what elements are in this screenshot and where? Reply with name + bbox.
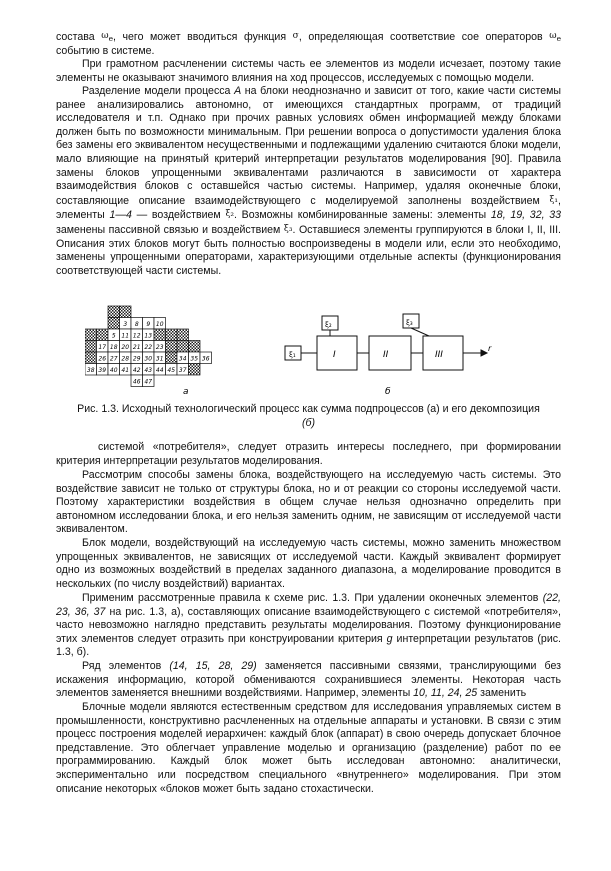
block-I <box>317 336 357 370</box>
block-label-II: II <box>383 350 389 360</box>
xi-2-symbol: ξ₂ <box>225 209 235 220</box>
grid-cell-label: 34 <box>178 355 187 363</box>
grid-cell-label: 12 <box>132 332 141 340</box>
paragraph-9: Блочные модели являются естественным средством для исследования управляемых систем в промышленности, конструктивно расчлененных на отдельные аппараты и установки. В связи с этим процесс построения моделей иерархичен: каждый блок (аппарат) в свою очередь допускает блочное представление. Это облегчает управление моделью и организацию (разделение) работ по ее программированию. Каждый блок может быть исследован автономно: аналитически, экспериментально или посредством специального «внутреннего» моделирования. При этом описание некоторых «блоков может быть задано стохастически. <box>56 701 561 795</box>
grid-cell-label: 31 <box>155 355 164 363</box>
grid-cell-label: 26 <box>98 355 107 363</box>
grid-cell-hatched <box>189 341 201 353</box>
grid-cell-hatched <box>189 364 201 376</box>
xi-1-symbol: ξ₁ <box>549 194 559 205</box>
label-a: а <box>183 387 189 397</box>
grid-cell-label: 46 <box>132 378 141 386</box>
grid-cell-label: 40 <box>109 367 118 374</box>
grid-cell-label: 23 <box>155 344 164 351</box>
paragraph-5: Рассмотрим способы замены блока, воздействующего на исследуемую часть системы. Это воздействие зависит не только от структуры блока, но и от реакции со стороны исследуемой части. Поэтому характеристики воздействия в общем случае нельзя однозначно определить при автономном исследовании блока, и его нельзя заменить одним, не зависящим от исследуемой части эквивалентом. <box>56 469 561 536</box>
grid-cell-label: 41 <box>121 367 130 374</box>
grid-cell-label: 42 <box>132 367 141 374</box>
grid-cell-label: 20 <box>121 344 130 351</box>
grid-cell-label: 10 <box>155 321 164 328</box>
grid-cell-hatched <box>120 306 132 318</box>
grid-diagram-a <box>85 306 212 387</box>
block-II <box>369 336 411 370</box>
input-label-3: ξ₃ <box>406 319 413 327</box>
grid-cell-label: 35 <box>190 355 199 363</box>
block-label-I: I <box>333 350 336 360</box>
paragraph-7: Применим рассмотренные правила к схеме рис. 1.3. При удалении оконечных элементов (22, 23, 36, 37 на рис. 1.3, а), составляющих описание взаимодействующего с системой «потребителя», часто невозможно наглядно представить результаты моделирования. Поэтому функционирование этих элементов следует отразить при конструировании критерия g интерпретации результатов (рис. 1.3, б). <box>56 592 561 659</box>
grid-cell-hatched <box>85 341 97 353</box>
grid-cell-label: 38 <box>86 367 95 374</box>
block-label-III: III <box>435 350 443 360</box>
grid-cell-label: 9 <box>146 321 151 328</box>
grid-cell-hatched <box>154 329 166 341</box>
grid-cell-label: 27 <box>109 355 118 363</box>
input-label-1: ξ₁ <box>289 351 296 359</box>
sigma-symbol: σ <box>292 31 299 41</box>
grid-cell-label: 28 <box>121 355 130 363</box>
omega-symbol: $\omega_e$ <box>101 31 114 43</box>
grid-cell-label: 3 <box>123 321 128 328</box>
grid-cell-label: 17 <box>98 344 107 351</box>
grid-cell-label: 11 <box>121 332 130 340</box>
grid-cell-hatched <box>108 306 120 318</box>
paragraph-2: При грамотном расчленении системы часть ее элементов из модели исчезает, поэтому такие элементы не оказывают значимого влияния на ход процессов, исследуемых с помощью модели. <box>56 58 561 84</box>
figure-caption: Рис. 1.3. Исходный технологический процесс как сумма подпроцессов (а) и его декомпозиция (б) <box>77 403 540 429</box>
grid-cell-label: 44 <box>155 367 164 374</box>
paragraph-3: Разделение модели процесса А на блоки неоднозначно и зависит от того, какие части системы ранее анализировались автономно, от имеющихся стандартных программ, от традиций исследователя и т.п. Однако при прочих равных условиях обмен информацией между блоками должен быть по возможности минимальным. При решении вопроса о допустимости удаления блока без замены его эквивалентом несущественными и подлежащими удалению считаются блоки модели, мало влияющие на принятый критерий интерпретации результатов моделирования [90]. Правила замены блоков упрощенными эквивалентами различаются в зависимости от характера взаимодействия блоков с оставшейся частью системы. Например, удаляя оконечные блоки, составляющие описание взаимодействующего с моделируемой заполнены воздействием ξ₁, элементы 1—4 — воздействием ξ₂. Возможны комбинированные замены: элементы 18, 19, 32, 33 заменены пассивной связью и воздействием ξ₃. Оставшиеся элементы группируются в блоки I, II, III. Описания этих блоков могут быть полностью воспроизведены в модели или, если это необходимо, заменены упрощенными операторами, характеризующими отдельные аспекты (функционирования соответствующей части системы. <box>56 85 562 277</box>
input-label-2: ξ₂ <box>325 321 332 329</box>
figure-1-3 <box>85 298 525 398</box>
grid-cell-hatched <box>97 329 109 341</box>
paragraph-1: состава $\omega_e$, чего может вводиться функция σ, определяющая соответствие сое операторов $\omega_e$ событию в системе. <box>56 31 562 58</box>
grid-cell-hatched <box>166 352 178 364</box>
grid-cell-label: 45 <box>167 367 176 374</box>
grid-cell-hatched <box>166 341 178 353</box>
grid-cell-hatched <box>177 341 189 353</box>
block-III <box>423 336 463 370</box>
grid-cell-label: 37 <box>178 367 187 374</box>
grid-cell-label: 18 <box>109 344 118 351</box>
grid-cell-label: 21 <box>132 344 141 351</box>
paragraph-8: Ряд элементов (14, 15, 28, 29) заменяется пассивными связями, транслирующими без искажения информацию, которой обмениваются сохранившиеся элементы. Некоторая часть элементов заменяется внешними воздействиями. Например, элементы 10, 11, 24, 25 заменить <box>56 660 561 700</box>
grid-cell-label: 36 <box>201 355 210 363</box>
grid-cell-label: 8 <box>134 321 139 328</box>
grid-cell-label: 13 <box>144 332 153 340</box>
grid-cell-hatched <box>85 352 97 364</box>
grid-cell-label: 47 <box>144 378 153 386</box>
block-diagram-b <box>285 314 487 370</box>
grid-cell-hatched <box>177 329 189 341</box>
omega-symbol-2: $\omega_e$ <box>549 31 562 43</box>
grid-cell-label: 30 <box>144 355 153 363</box>
grid-cell-label: 29 <box>132 355 141 363</box>
grid-cell-hatched <box>108 318 120 330</box>
output-label: r <box>488 344 492 353</box>
xi-3-symbol: ξ₃ <box>283 223 293 234</box>
grid-cell-label: 39 <box>98 367 107 374</box>
label-b: б <box>385 387 391 397</box>
paragraph-4: системой «потребителя», следует отразить интересы последнего, при формировании критерия интерпретации результатов моделирования. <box>56 441 561 467</box>
grid-cell-hatched <box>85 329 97 341</box>
paragraph-6: Блок модели, воздействующий на исследуемую часть системы, можно заменить множеством упрощенных эквивалентов, не зависящих от исследуемой части. Каждый эквивалент формирует одно из возможных воздействий в пределах заданного диапазона, а моделирование проводится в нескольких (по числу воздействий) вариантах. <box>56 537 561 590</box>
grid-cell-label: 22 <box>144 344 153 351</box>
grid-cell-label: 43 <box>144 367 153 374</box>
grid-cell-label: 5 <box>111 332 116 340</box>
grid-cell-hatched <box>166 329 178 341</box>
